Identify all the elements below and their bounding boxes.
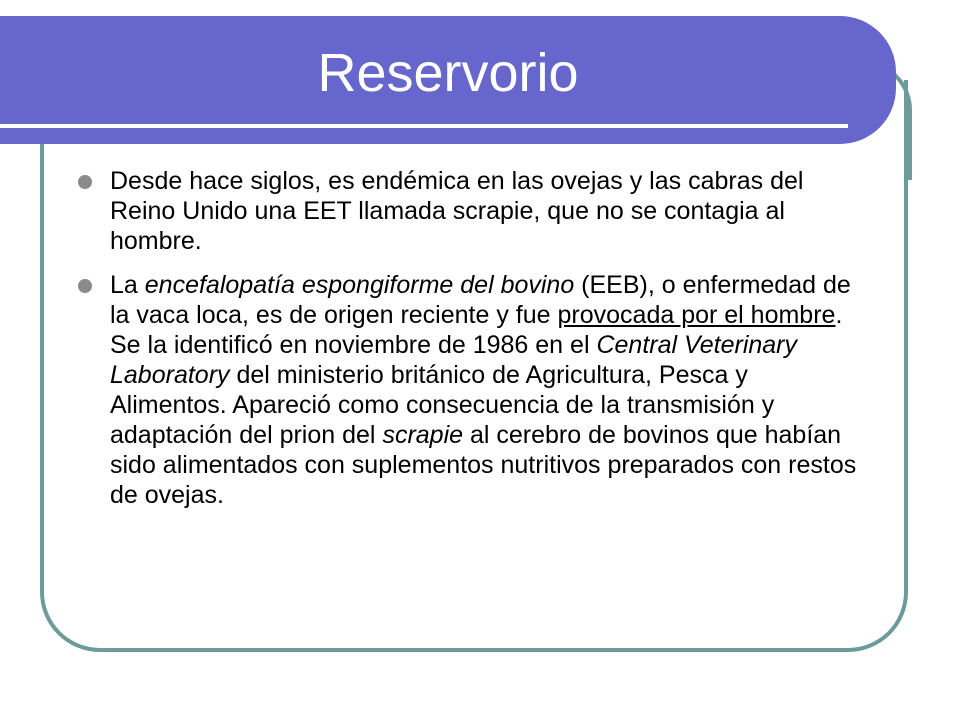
bullet-dot-icon <box>78 279 92 293</box>
bullet-item-2 <box>74 270 864 510</box>
bullet-item-1 <box>74 166 864 256</box>
bullet-text-segment: del ministerio británico de Agricultura, Pesca y Alimentos. Apareció como consecuencia de la transmisión y adaptación del prion del <box>110 361 775 449</box>
bullet-text-segment: La <box>110 271 145 299</box>
bullet-italic-term: encefalopatía espongiforme del bovino <box>144 271 575 299</box>
bullet-text-segment: . Se la identificó en noviembre de 1986 en el <box>110 301 843 359</box>
bullet-italic-term: Central Veterinary Laboratory <box>110 331 798 389</box>
bullet-text-segment: al cerebro de bovinos que habían sido alimentados con suplementos nutritivos preparados con restos de ovejas. <box>110 421 857 509</box>
title-underline <box>0 124 848 128</box>
bullet-text-segment: (EEB), o enfermedad de la vaca loca, es de origen reciente y fue <box>110 271 851 329</box>
slide-content <box>74 166 864 524</box>
bullet-italic-term: scrapie <box>382 421 464 449</box>
slide-title: Reservorio <box>317 43 579 103</box>
bullet-underlined-phrase: provocada por el hombre <box>557 301 836 329</box>
bullet-text: Desde hace siglos, es endémica en las ovejas y las cabras del Reino Unido una EET llamada scrapie, que no se contagia al hombre. <box>110 167 804 255</box>
bullet-dot-icon <box>78 175 92 189</box>
